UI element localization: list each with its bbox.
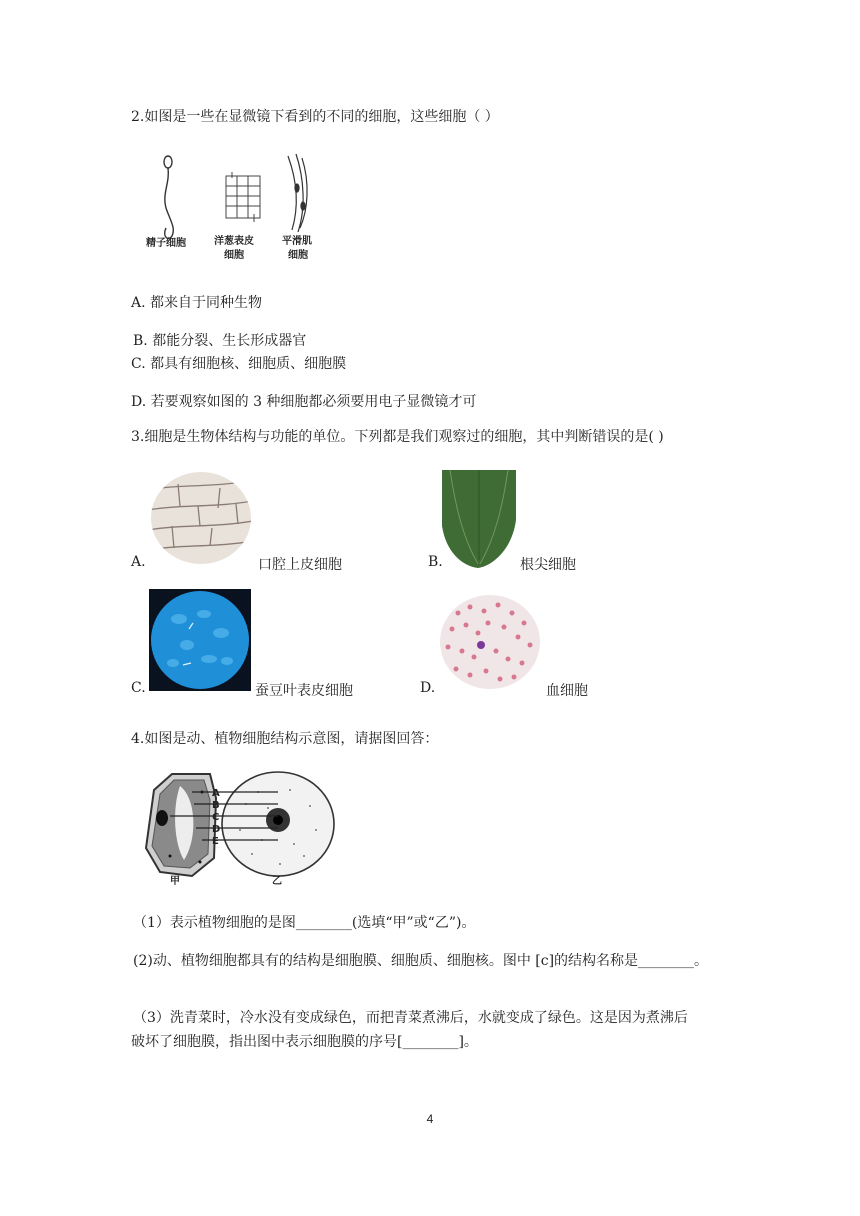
q3-c-text: 蚕豆叶表皮细胞 — [255, 683, 353, 699]
label-sperm: 精子细胞 — [146, 238, 186, 249]
smooth-muscle-drawing — [288, 154, 307, 232]
q3-image-b — [442, 470, 516, 568]
q4-cell-diagram — [140, 768, 340, 886]
q2-option-d: D. 若要观察如图的 3 种细胞都必须要用电子显微镜才可 — [131, 394, 477, 410]
plant-cell-jia — [146, 774, 216, 876]
q2-option-c: C. 都具有细胞核、细胞质、细胞膜 — [131, 356, 347, 372]
label-onion-2: 细胞 — [224, 250, 244, 261]
q3-a-text: 口腔上皮细胞 — [258, 557, 342, 573]
label-b: B — [212, 800, 220, 811]
onion-cell-drawing — [226, 172, 260, 222]
label-e: E — [212, 836, 219, 847]
q4-sub1: （1）表示植物细胞的是图________(选填“甲”或“乙”)。 — [133, 915, 476, 931]
label-yi: 乙 — [272, 876, 282, 886]
animal-cell-yi — [222, 772, 334, 876]
q3-c-letter: C. — [131, 680, 146, 696]
q3-a-letter: A. — [131, 554, 146, 570]
q3-image-a — [148, 470, 254, 566]
q2-stem: 2.如图是一些在显微镜下看到的不同的细胞，这些细胞（ ） — [131, 109, 499, 125]
label-d: D — [212, 824, 221, 835]
label-c: C — [212, 812, 220, 823]
label-smooth-1: 平滑肌 — [282, 236, 312, 247]
q2-option-a: A. 都来自于同种生物 — [131, 295, 263, 311]
label-a: A — [212, 788, 220, 799]
q3-stem: 3.细胞是生物体结构与功能的单位。下列都是我们观察过的细胞，其中判断错误的是( ) — [131, 429, 664, 445]
q2-cell-figure — [140, 148, 340, 268]
q2-option-b: B. 都能分裂、生长形成器官 — [133, 333, 307, 349]
q3-image-d — [438, 593, 542, 691]
q3-b-text: 根尖细胞 — [520, 557, 576, 573]
q4-sub2: (2)动、植物细胞都具有的结构是细胞膜、细胞质、细胞核。图中 [c]的结构名称是________。 — [133, 953, 709, 969]
q4-sub3-line1: （3）洗青菜时，冷水没有变成绿色，而把青菜煮沸后，水就变成了绿色。这是因为煮沸后 — [133, 1010, 688, 1026]
label-jia: 甲 — [170, 876, 180, 886]
label-onion-1: 洋葱表皮 — [214, 236, 254, 247]
q3-d-letter: D. — [420, 680, 436, 696]
q3-image-c — [149, 589, 251, 691]
q4-stem: 4.如图是动、植物细胞结构示意图，请据图回答： — [131, 731, 439, 747]
q4-sub3-line2: 破坏了细胞膜，指出图中表示细胞膜的序号[________]。 — [131, 1034, 478, 1050]
label-smooth-2: 细胞 — [288, 250, 308, 261]
page-number: 4 — [426, 1112, 434, 1126]
q3-b-letter: B. — [428, 554, 443, 570]
sperm-cell-drawing — [164, 156, 173, 238]
q3-d-text: 血细胞 — [546, 683, 588, 699]
